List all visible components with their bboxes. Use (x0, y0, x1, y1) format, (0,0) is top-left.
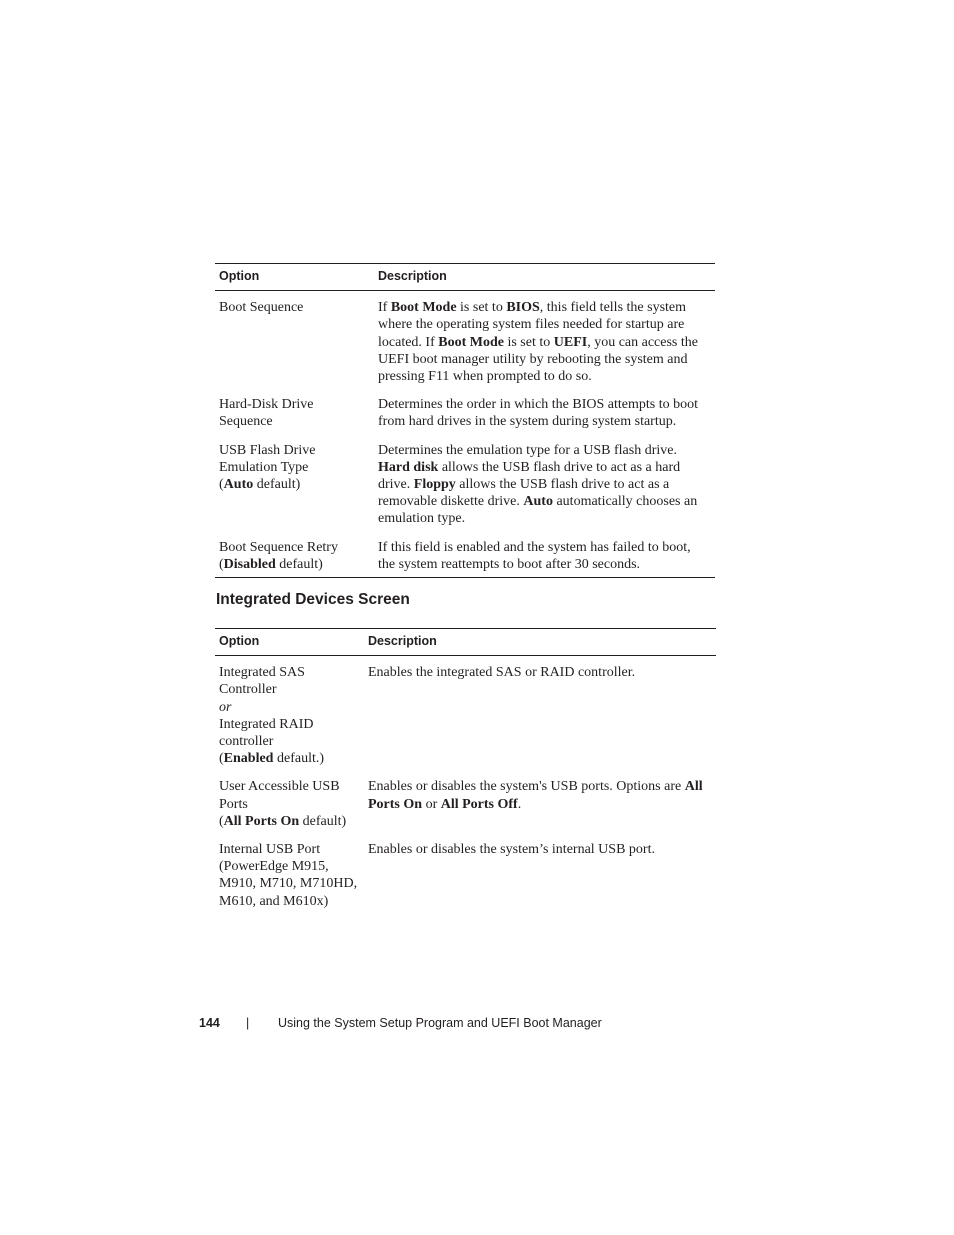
bold-term: Auto (523, 494, 553, 510)
bold-term: All Ports Off (440, 796, 518, 812)
text-run: USB Flash Drive Emulation Type (219, 442, 316, 475)
footer-title: Using the System Setup Program and UEFI Boot Manager (278, 1016, 602, 1030)
option-cell: Internal USB Port (PowerEdge M915, M910, M710, M710HD, M610, and M610x) (219, 842, 358, 909)
description-cell (364, 775, 716, 838)
text-run: Determines the emulation type for a USB flash drive. (378, 442, 677, 458)
option-column-header: Option (215, 629, 364, 656)
text-run: Integrated SAS Controller (219, 665, 305, 698)
text-run: Enables or disables the system's USB ports. Options are (368, 779, 685, 795)
table-row (215, 775, 716, 838)
text-run: . (517, 796, 522, 812)
option-line (219, 442, 370, 476)
option-cell: Boot Sequence (219, 300, 304, 316)
text-run: Boot Sequence Retry (219, 539, 338, 555)
text-run: ( (219, 751, 224, 767)
text-run: If (378, 300, 391, 316)
description-column-header: Description (364, 629, 716, 656)
table-row (215, 393, 715, 438)
integrated-devices-table (215, 628, 716, 914)
option-line (219, 539, 370, 556)
description-column-header: Description (374, 264, 715, 291)
integrated-devices-body (215, 656, 716, 914)
description-cell (374, 439, 715, 536)
text-run: allows the USB flash drive to act as a hard drive. (378, 459, 681, 493)
text-run: default) (299, 813, 347, 829)
bold-term: All Ports On (223, 813, 300, 829)
text-run: or (422, 796, 441, 812)
table-row (215, 439, 715, 536)
italic-text: or (219, 699, 232, 715)
description-cell (374, 291, 715, 394)
bold-term: BIOS (506, 300, 540, 316)
text-run: is set to (456, 300, 507, 316)
bold-term: Hard disk (378, 459, 439, 475)
bold-term: Disabled (223, 556, 276, 572)
option-cell (215, 536, 374, 578)
bold-term: All Ports On (368, 779, 703, 812)
option-cell: Hard-Disk Drive Sequence (219, 397, 314, 430)
text-run: ( (219, 813, 224, 829)
table-row (215, 838, 716, 914)
option-line (219, 556, 370, 573)
bold-term: Enabled (223, 751, 274, 767)
option-line (219, 476, 370, 493)
option-line (219, 716, 360, 750)
text-run: allows the USB flash drive to act as a removable diskette drive. (378, 477, 670, 510)
text-run: Enables or disables the system’s internal USB port. (368, 842, 655, 858)
text-run: default) (275, 556, 323, 572)
text-run: ( (219, 477, 224, 493)
text-run: Enables the integrated SAS or RAID controller. (368, 665, 636, 681)
text-run: , you can access the UEFI boot manager utility by rebooting the system and pressing F11 when prompted to do so. (378, 334, 698, 385)
text-run: User Accessible USB Ports (219, 779, 340, 812)
boot-settings-table (215, 263, 715, 578)
option-line (219, 664, 360, 698)
description-cell (364, 656, 716, 776)
text-run: automatically chooses an emulation type. (378, 494, 698, 527)
boot-settings-body (215, 291, 715, 578)
table-row (215, 291, 715, 394)
option-cell (215, 656, 364, 776)
option-cell (215, 439, 374, 536)
bold-term: UEFI (553, 334, 588, 350)
page-number: 144 (199, 1016, 220, 1030)
description-cell (374, 393, 715, 438)
bold-term: Boot Mode (390, 300, 457, 316)
footer-separator: | (246, 1016, 250, 1030)
option-cell (215, 775, 364, 838)
description-cell (364, 838, 716, 914)
text-run: , this field tells the system where the operating system files needed for startup are located. If (378, 300, 687, 350)
bold-term: Auto (223, 477, 254, 493)
section-heading: Integrated Devices Screen (216, 591, 410, 608)
table-row (215, 536, 715, 578)
table-header-row (215, 264, 715, 291)
text-run: default.) (273, 751, 325, 767)
table-header-row (215, 629, 716, 656)
text-run: If this field is enabled and the system has failed to boot, the system reattempts to boot after 30 seconds. (378, 539, 691, 572)
option-line (219, 699, 360, 716)
option-line (219, 750, 360, 767)
option-column-header: Option (215, 264, 374, 291)
text-run: Determines the order in which the BIOS attempts to boot from hard drives in the system during system startup. (378, 397, 698, 430)
table-row (215, 656, 716, 776)
text-run: ( (219, 556, 224, 572)
bold-term: Boot Mode (438, 334, 504, 350)
bold-term: Floppy (413, 477, 456, 493)
text-run: Integrated RAID controller (219, 716, 314, 750)
text-run: default) (253, 477, 301, 493)
text-run: is set to (503, 334, 554, 350)
option-line (219, 778, 360, 812)
description-cell (374, 536, 715, 578)
option-line (219, 813, 360, 830)
